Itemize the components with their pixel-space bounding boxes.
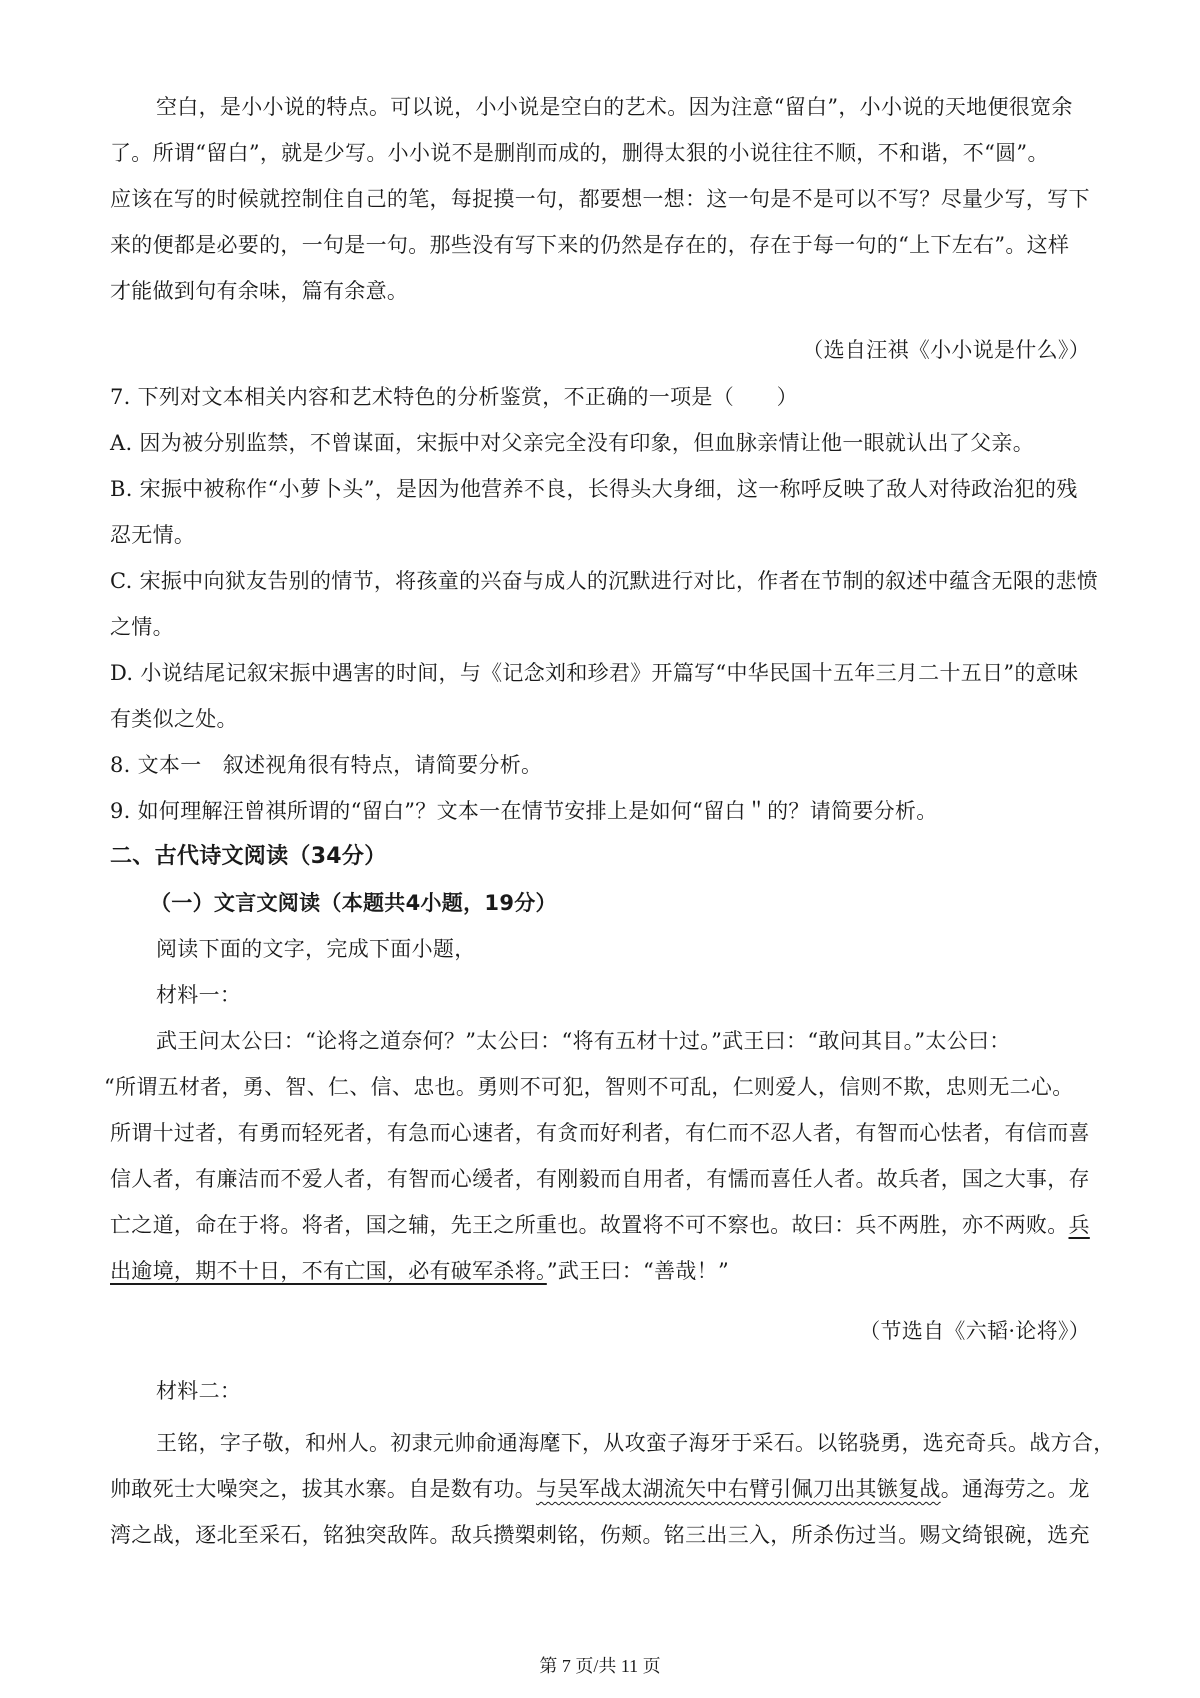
section-2-title: 二、古代诗文阅读（34分） (110, 844, 387, 869)
material-2-line (110, 1474, 1100, 1504)
material-2-line: 王铭，字子敬，和州人。初隶元帅俞通海麾下，从攻蛮子海牙于采石。以铭骁勇，选充奇兵。战方合， (156, 1431, 1115, 1455)
question-7-option-c: C. 宋振中向狱友告别的情节，将孩童的兴奋与成人的沉默进行对比，作者在节制的叙述中蕴含无限的悲愤 (110, 569, 1099, 593)
wavy-underlined-sentence: 与吴军战太湖流矢中右臂引佩刀出其镞复战 (536, 1477, 941, 1501)
question-7-stem: 7. 下列对文本相关内容和艺术特色的分析鉴赏，不正确的一项是（ ） (110, 385, 798, 409)
question-7-option-b-cont: 忍无情。 (110, 523, 196, 547)
question-7-option-b: B. 宋振中被称作“小萝卜头”，是因为他营养不良，长得头大身细，这一称呼反映了敌人对待政治犯的残 (110, 477, 1078, 501)
material-1-line: “所谓五材者，勇、智、仁、信、忠也。勇则不可犯，智则不可乱，仁则爱人，信则不欺，忠则无二心。 (104, 1075, 1074, 1099)
material-1-text: 亡之道，命在于将。将者，国之辅，先王之所重也。故置将不可不察也。故曰：兵不两胜，亦不两败。 (110, 1213, 1069, 1237)
question-7-option-d: D. 小说结尾记叙宋振中遇害的时间，与《记念刘和珍君》开篇写“中华民国十五年三月二十五日”的意味 (110, 661, 1079, 685)
passage-line: 应该在写的时候就控制住自己的笔，每捉摸一句，都要想一想：这一句是不是可以不写？尽量少写，写下 (110, 187, 1090, 211)
underlined-sentence-start: 兵 (1068, 1213, 1090, 1237)
question-7-option-a: A. 因为被分别监禁，不曾谋面，宋振中对父亲完全没有印象，但血脉亲情让他一眼就认出了父亲。 (110, 431, 1035, 455)
passage-line: 空白，是小小说的特点。可以说，小小说是空白的艺术。因为注意“留白”，小小说的天地便很宽余 (156, 95, 1073, 119)
material-1-line: 所谓十过者，有勇而轻死者，有急而心速者，有贪而好利者，有仁而不忍人者，有智而心怯者，有信而喜 (110, 1121, 1090, 1145)
material-1-line: 武王问太公曰：“论将之道奈何？”太公曰：“将有五材十过。”武王曰：“敢问其目。”太公曰： (156, 1029, 1011, 1053)
material-1-line (110, 1256, 1100, 1286)
material-2-text: 。通海劳之。龙 (940, 1477, 1090, 1501)
passage-line: 才能做到句有余味，篇有余意。 (110, 279, 409, 303)
passage-source: （选自汪祺《小小说是什么》） (802, 338, 1090, 362)
material-1-text: ”武王曰：“善哉！” (546, 1259, 730, 1283)
page-number: 第 7 页/共 11 页 (539, 1656, 661, 1676)
subsection-1-title: （一）文言文阅读（本题共4小题，19分） (150, 891, 557, 915)
underlined-sentence: 出逾境，期不十日，不有亡国，必有破军杀将。 (110, 1259, 547, 1283)
material-1-source: （节选自《六韬·论将》） (859, 1319, 1090, 1343)
question-9: 9. 如何理解汪曾祺所谓的“留白”？文本一在情节安排上是如何“留白＂的？请简要分析。 (110, 799, 938, 823)
material-2-label: 材料二： (156, 1379, 242, 1403)
instruction: 阅读下面的文字，完成下面小题， (156, 937, 476, 961)
passage-line: 来的便都是必要的，一句是一句。那些没有写下来的仍然是存在的，存在于每一句的“上下左右”。这样 (110, 233, 1070, 257)
question-8: 8. 文本一 叙述视角很有特点，请简要分析。 (110, 753, 543, 777)
passage-line: 了。所谓“留白”，就是少写。小小说不是删削而成的，删得太狠的小说往往不顺，不和谐，不“圆”。 (110, 141, 1049, 165)
material-2-text: 帅敢死士大噪突之，拔其水寨。自是数有功。 (110, 1477, 536, 1501)
material-1-line (110, 1210, 1100, 1240)
question-7-option-d-cont: 有类似之处。 (110, 707, 238, 731)
material-2-line: 湾之战，逐北至采石，铭独突敌阵。敌兵攒槊刺铭，伤颊。铭三出三入，所杀伤过当。赐文绮银碗，选充 (110, 1523, 1090, 1547)
material-1-line: 信人者，有廉洁而不爱人者，有智而心缓者，有刚毅而自用者，有懦而喜任人者。故兵者，国之大事，存 (110, 1167, 1090, 1191)
material-1-label: 材料一： (156, 983, 242, 1007)
question-7-option-c-cont: 之情。 (110, 615, 174, 639)
